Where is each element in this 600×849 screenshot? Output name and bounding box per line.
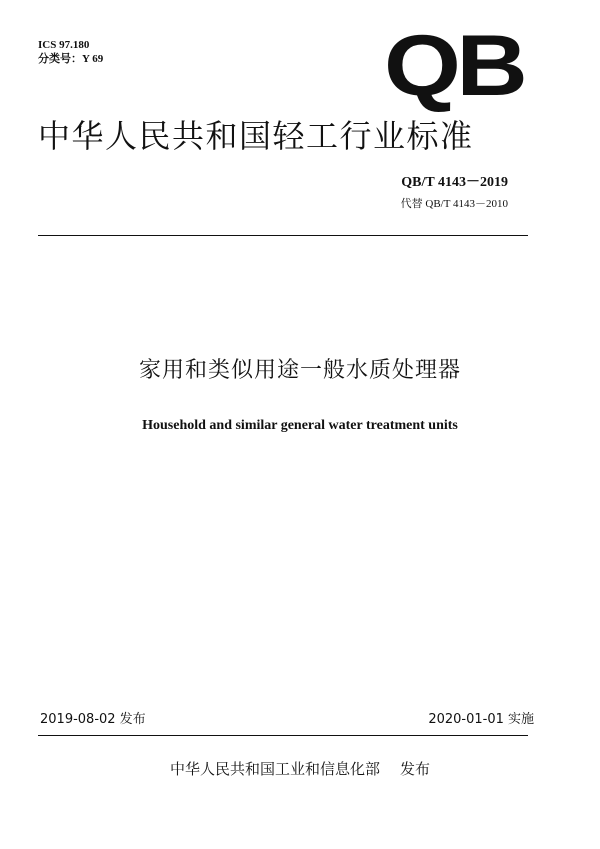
qb-logo: QB [384,18,524,114]
issuing-authority [0,759,600,779]
classification-block [38,38,103,66]
issue-date: 2019-08-02 发布 [40,712,146,727]
header-divider [38,235,528,236]
issuer-action: 发布 [400,760,431,778]
replaces-standard: 代替 QB/T 4143－2010 [400,198,508,210]
issuer-name: 中华人民共和国工业和信息化部 [169,760,380,778]
ics-code: ICS 97.180 [38,39,90,51]
industry-standard-title: 中华人民共和国轻工行业标准 [38,117,474,155]
implementation-date: 2020-01-01 实施 [428,712,534,727]
footer-divider [38,735,528,736]
document-title-chinese: 家用和类似用途一般水质处理器 [138,358,461,383]
category-code: 分类号：Y 69 [38,53,104,65]
standard-number: QB/T 4143－2019 [401,175,508,190]
document-title-english: Household and similar general water treatment units [142,418,458,433]
